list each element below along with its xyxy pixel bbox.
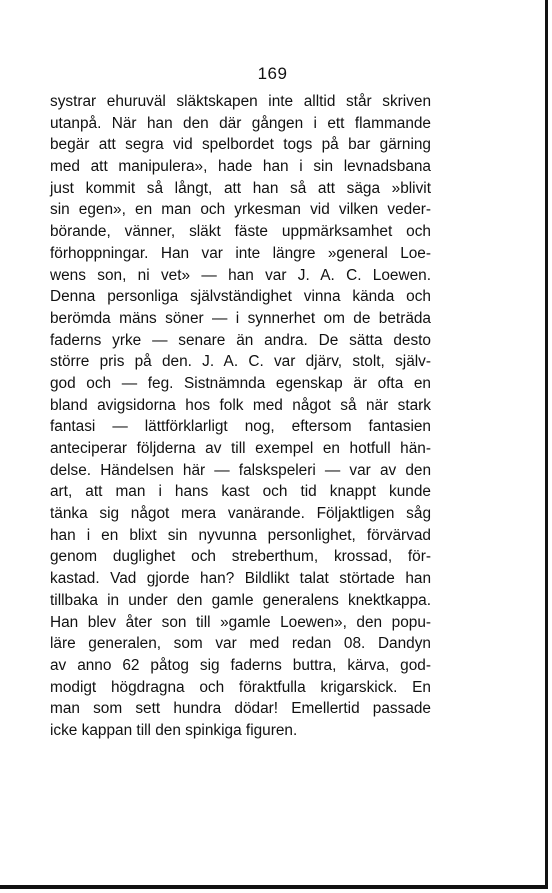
- text-line: bland avigsidorna hos folk med något så när stark: [50, 396, 431, 414]
- text-line: fantasi — lättförklarligt nog, eftersom fantasien: [50, 418, 431, 436]
- text-line: just kommit så långt, att han så att säga »blivit: [50, 179, 431, 197]
- text-line: begär att segra vid spelbordet togs på bar gärning: [50, 136, 431, 154]
- text-line: utanpå. När han den där gången i ett flammande: [50, 114, 431, 132]
- text-line: man som sett hundra dödar! Emellertid passade: [50, 700, 431, 718]
- text-line: art, att man i hans kast och tid knappt kunde: [50, 483, 431, 501]
- text-line: tänka sig något mera vanärande. Följaktligen såg: [50, 505, 431, 523]
- text-line: läre generalen, som var med redan 08. Dandyn: [50, 635, 431, 653]
- text-line: Denna personliga självständighet vinna kända och: [50, 288, 431, 306]
- text-line: icke kappan till den spinkiga figuren.: [50, 721, 298, 739]
- text-line: genom duglighet och streberthum, krossad, för-: [50, 548, 431, 566]
- text-line: förhoppningar. Han var inte längre »general Loe-: [50, 244, 431, 262]
- text-line: tillbaka in under den gamle generalens knektkappa.: [50, 591, 431, 609]
- text-line: berömda mäns söner — i synnerhet om de beträda: [50, 309, 431, 327]
- text-line: modigt högdragna och föraktfulla krigarskick. En: [50, 678, 431, 696]
- text-line: sin egen», en man och yrkesman vid vilken veder-: [50, 201, 431, 219]
- body-text: [50, 91, 431, 742]
- text-line: kastad. Vad gjorde han? Bildlikt talat störtade han: [50, 570, 431, 588]
- text-line: faderns yrke — senare än andra. De sätta desto: [50, 331, 431, 349]
- text-line: med att manipulera», hade han i sin levnadsbana: [50, 158, 431, 176]
- text-line: god och — feg. Sistnämnda egenskap är ofta en: [50, 374, 431, 392]
- text-line: större pris på den. J. A. C. var djärv, stolt, själv-: [50, 353, 431, 371]
- text-line: han i en blixt sin nyvunna personlighet, förvärvad: [50, 526, 431, 544]
- text-line: delse. Händelsen här — falskspeleri — var av den: [50, 461, 431, 479]
- text-line: anteciperar följderna av till exempel en hotfull hän-: [50, 440, 431, 457]
- text-line: av anno 62 påtog sig faderns buttra, kärva, god-: [50, 656, 431, 674]
- text-line: börande, vänner, släkt fäste uppmärksamhet och: [50, 223, 431, 241]
- text-line: Han blev åter son till »gamle Loewen», den popu-: [50, 613, 431, 631]
- page-number: 169: [257, 64, 288, 83]
- text-line: systrar ehuruväl släktskapen inte alltid står skriven: [50, 93, 431, 110]
- text-line: wens son, ni vet» — han var J. A. C. Loewen.: [50, 266, 431, 284]
